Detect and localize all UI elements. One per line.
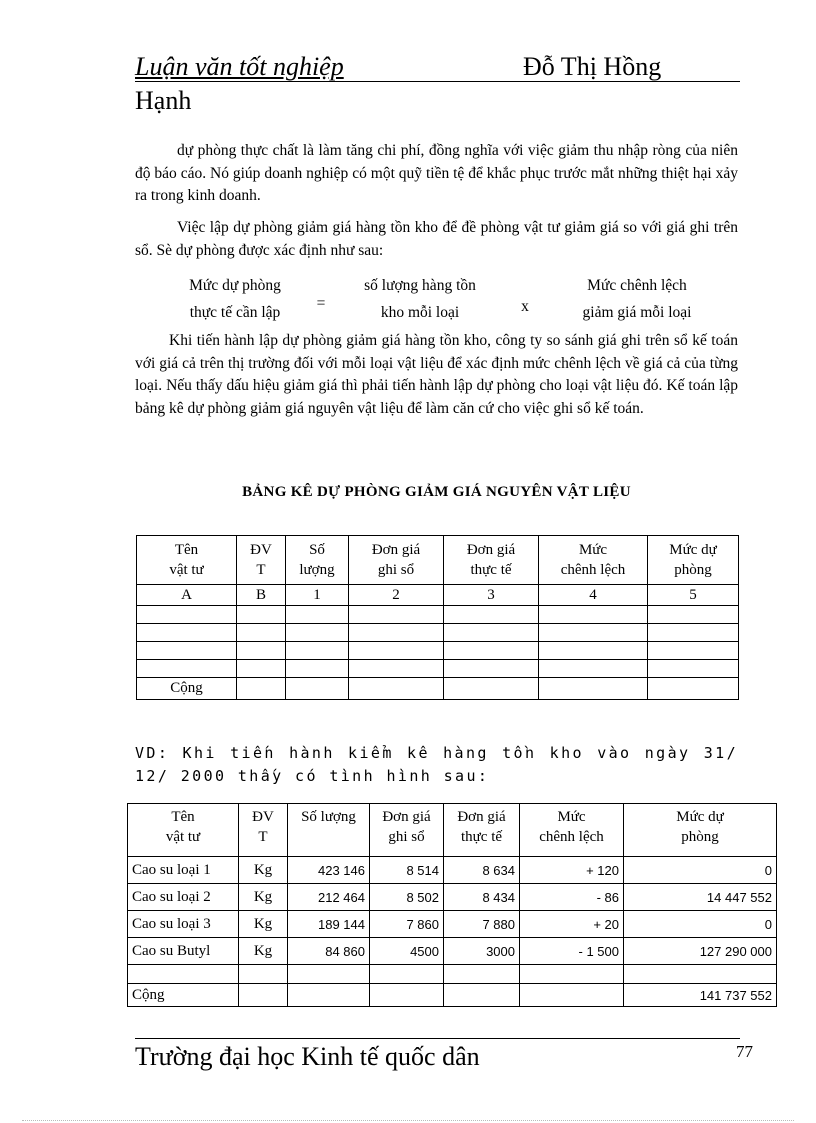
table1-header-cell: Mức dự phòng [648,536,739,585]
table-row [128,911,777,938]
formula-right-line1: Mức chênh lệch [587,277,687,294]
formula-middle [335,272,505,326]
table2-cell: Cao su loại 2 [128,884,239,911]
table2-header-cell: Đơn giá thực tế [444,804,520,857]
table2-cell: 423 146 [288,857,370,884]
table1-template [136,535,739,700]
table2-cell: Cao su Butyl [128,938,239,965]
table2-inventory [127,803,777,1007]
table2-total-value: 141 737 552 [624,984,777,1007]
table2-cell: 3000 [444,938,520,965]
table2-total-label: Cộng [128,984,239,1007]
table1-code-row [137,585,739,606]
table1-total-label: Cộng [137,678,237,700]
table1-header-cell: Tên vật tư [137,536,237,585]
header-title: Luận văn tốt nghiệp [135,52,344,81]
table2-cell: 8 514 [370,857,444,884]
table1-code-cell: 4 [539,585,648,606]
table2-cell: 4500 [370,938,444,965]
table2-cell: 8 502 [370,884,444,911]
table2-cell: 127 290 000 [624,938,777,965]
table2-empty-row [128,965,777,984]
formula-left-line1: Mức dự phòng [189,277,281,294]
table2-header-cell: Đơn giá ghi sổ [370,804,444,857]
table2-cell: - 1 500 [520,938,624,965]
table2-cell: 189 144 [288,911,370,938]
table2-cell: Kg [239,911,288,938]
header-author: Đỗ Thị Hồng [523,52,662,81]
formula-times: x [521,298,529,315]
paragraph-3: Khi tiến hành lập dự phòng giảm giá hàng tồn kho, công ty so sánh giá ghi trên sổ kế toán với giá cả trên thị trường đối với mỗi loại vật liệu để xác định mức chênh lệch về giá cả của từng loại. Nếu thấy dấu hiệu giảm giá thì phải tiến hành lập dự phòng cho loại vật liệu đó. Kế toán lập bảng kê dự phòng giảm giá nguyên vật liệu để làm căn cứ cho việc ghi sổ kế toán. [135,332,738,417]
table2-cell: 84 860 [288,938,370,965]
table2-cell: Kg [239,938,288,965]
table2-cell: 7 880 [444,911,520,938]
table2-header-cell: Mức chênh lệch [520,804,624,857]
table1-code-cell: 3 [444,585,539,606]
table1-header-cell: Mức chênh lệch [539,536,648,585]
paragraph-2: Việc lập dự phòng giảm giá hàng tồn kho để đề phòng vật tư giảm giá so với giá ghi trên sổ. Sè dự phòng được xác định như sau: [135,219,738,259]
formula-right-line2: giảm giá mỗi loại [582,304,692,321]
footer-school: Trường đại học Kinh tế quốc dân [135,1042,480,1071]
table2-header-cell: Tên vật tư [128,804,239,857]
page-bottom-border [22,1120,794,1121]
table2-header-cell: ĐV T [239,804,288,857]
table2-cell: Cao su loại 3 [128,911,239,938]
table1-empty-row [137,660,739,678]
paragraph-1: dự phòng thực chất là làm tăng chi phí, đồng nghĩa với việc giảm thu nhập ròng của niên độ báo cáo. Nó giúp doanh nghiệp có một quỹ tiền tệ để khắc phục trước mắt những thiệt hại xảy ra trong kinh doanh. [135,142,738,205]
header-rule [135,81,740,82]
table2-cell: - 86 [520,884,624,911]
table2-cell: Cao su loại 1 [128,857,239,884]
table-row [128,884,777,911]
table2-header-cell: Số lượng [288,804,370,857]
table1-code-cell: 1 [286,585,349,606]
table-row [128,857,777,884]
table1-code-cell: A [137,585,237,606]
table1-empty-row [137,624,739,642]
table1-empty-row [137,642,739,660]
table2-cell: 212 464 [288,884,370,911]
table1-total-row [137,678,739,700]
table1-header-cell: Đơn giá ghi sổ [349,536,444,585]
footer-rule [135,1038,740,1039]
table-row [128,938,777,965]
example-text: VD: Khi tiến hành kiểm kê hàng tồn kho vào ngày 31/ 12/ 2000 thấy có tình hình sau: [135,744,738,785]
table1-header-cell: ĐV T [237,536,286,585]
table1-code-cell: B [237,585,286,606]
table2-cell: 14 447 552 [624,884,777,911]
formula-left [160,272,310,326]
table2-cell: 0 [624,857,777,884]
formula-right [552,272,722,326]
table2-total-row [128,984,777,1007]
header-author-continued: Hạnh [135,86,192,115]
formula-equals: = [316,295,326,312]
table2-cell: 8 634 [444,857,520,884]
page-number: 77 [736,1042,753,1061]
table1-empty-row [137,606,739,624]
table2-cell: Kg [239,884,288,911]
table2-cell: 0 [624,911,777,938]
table2-cell: 8 434 [444,884,520,911]
table1-title: BẢNG KÊ DỰ PHÒNG GIẢM GIÁ NGUYÊN VẬT LIỆU [242,484,631,500]
table1-code-cell: 2 [349,585,444,606]
formula-mid-line2: kho mỗi loại [380,304,460,321]
table2-cell: 7 860 [370,911,444,938]
formula-left-line2: thực tế cần lập [189,304,281,321]
formula-mid-line1: số lượng hàng tồn [364,277,476,294]
table1-code-cell: 5 [648,585,739,606]
table2-cell: + 20 [520,911,624,938]
table2-cell: Kg [239,857,288,884]
table1-header-cell: Số lượng [286,536,349,585]
table1-header-cell: Đơn giá thực tế [444,536,539,585]
table2-header-cell: Mức dự phòng [624,804,777,857]
table2-cell: + 120 [520,857,624,884]
